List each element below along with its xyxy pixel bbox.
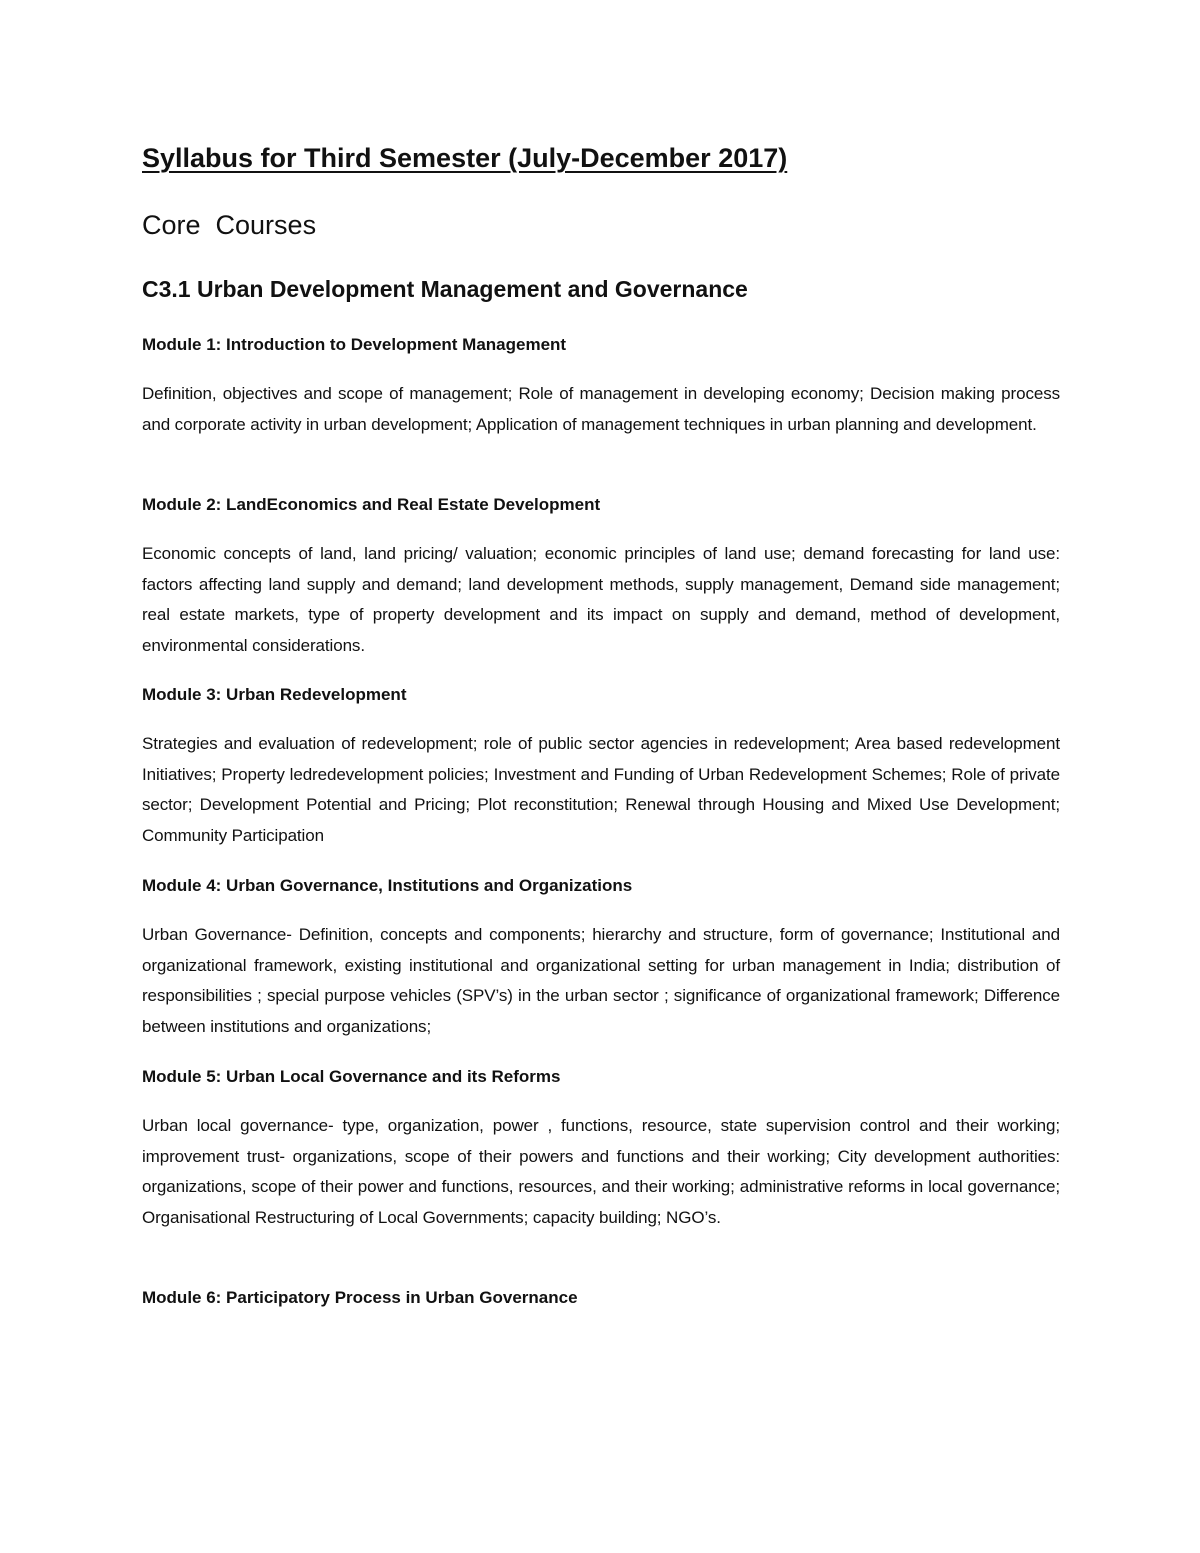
- module-1-body: Definition, objectives and scope of management; Role of management in developing economy; Decision making process and corporate activity in urban development; Application of management techniques in urban planning and development.: [142, 384, 1060, 434]
- module-6-heading: Module 6: Participatory Process in Urban Governance: [142, 1288, 578, 1307]
- module-3-body: Strategies and evaluation of redevelopment; role of public sector agencies in redevelopment; Area based redevelopment Initiatives; Property ledredevelopment policies; Investment and Funding of Urban Redevelopment Schemes; Role of private sector; Development Potential and Pricing; Plot reconstitution; Renewal through Housing and Mixed Use Development; Community Participation: [142, 734, 1060, 845]
- module-2-heading: Module 2: LandEconomics and Real Estate Development: [142, 495, 601, 514]
- module-4-heading: Module 4: Urban Governance, Institutions and Organizations: [142, 876, 633, 895]
- module-4-body: Urban Governance- Definition, concepts and components; hierarchy and structure, form of governance; Institutional and organizational framework, existing institutional and organizational setting for urban management in India; distribution of responsibilities ; special purpose vehicles (SPV’s) in the urban sector ; significance of organizational framework; Difference between institutions and organizations;: [142, 925, 1060, 1036]
- module-5-heading: Module 5: Urban Local Governance and its Reforms: [142, 1067, 561, 1086]
- module-5-body: Urban local governance- type, organization, power , functions, resource, state supervision control and their working; improvement trust- organizations, scope of their powers and functions and their working; City development authorities: organizations, scope of their power and functions, resources, and their working; administrative reforms in local governance; Organisational Restructuring of Local Governments; capacity building; NGO’s.: [142, 1116, 1060, 1227]
- document-title: Syllabus for Third Semester (July-December 2017): [142, 143, 788, 173]
- section-heading: Core Courses: [142, 210, 317, 240]
- course-title: C3.1 Urban Development Management and Governance: [142, 276, 748, 302]
- module-1-heading: Module 1: Introduction to Development Management: [142, 335, 567, 354]
- module-3-heading: Module 3: Urban Redevelopment: [142, 685, 407, 704]
- module-2-body: Economic concepts of land, land pricing/ valuation; economic principles of land use; demand forecasting for land use: factors affecting land supply and demand; land development methods, supply management, Demand side management; real estate markets, type of property development and its impact on supply and demand, method of development, environmental considerations.: [142, 544, 1060, 655]
